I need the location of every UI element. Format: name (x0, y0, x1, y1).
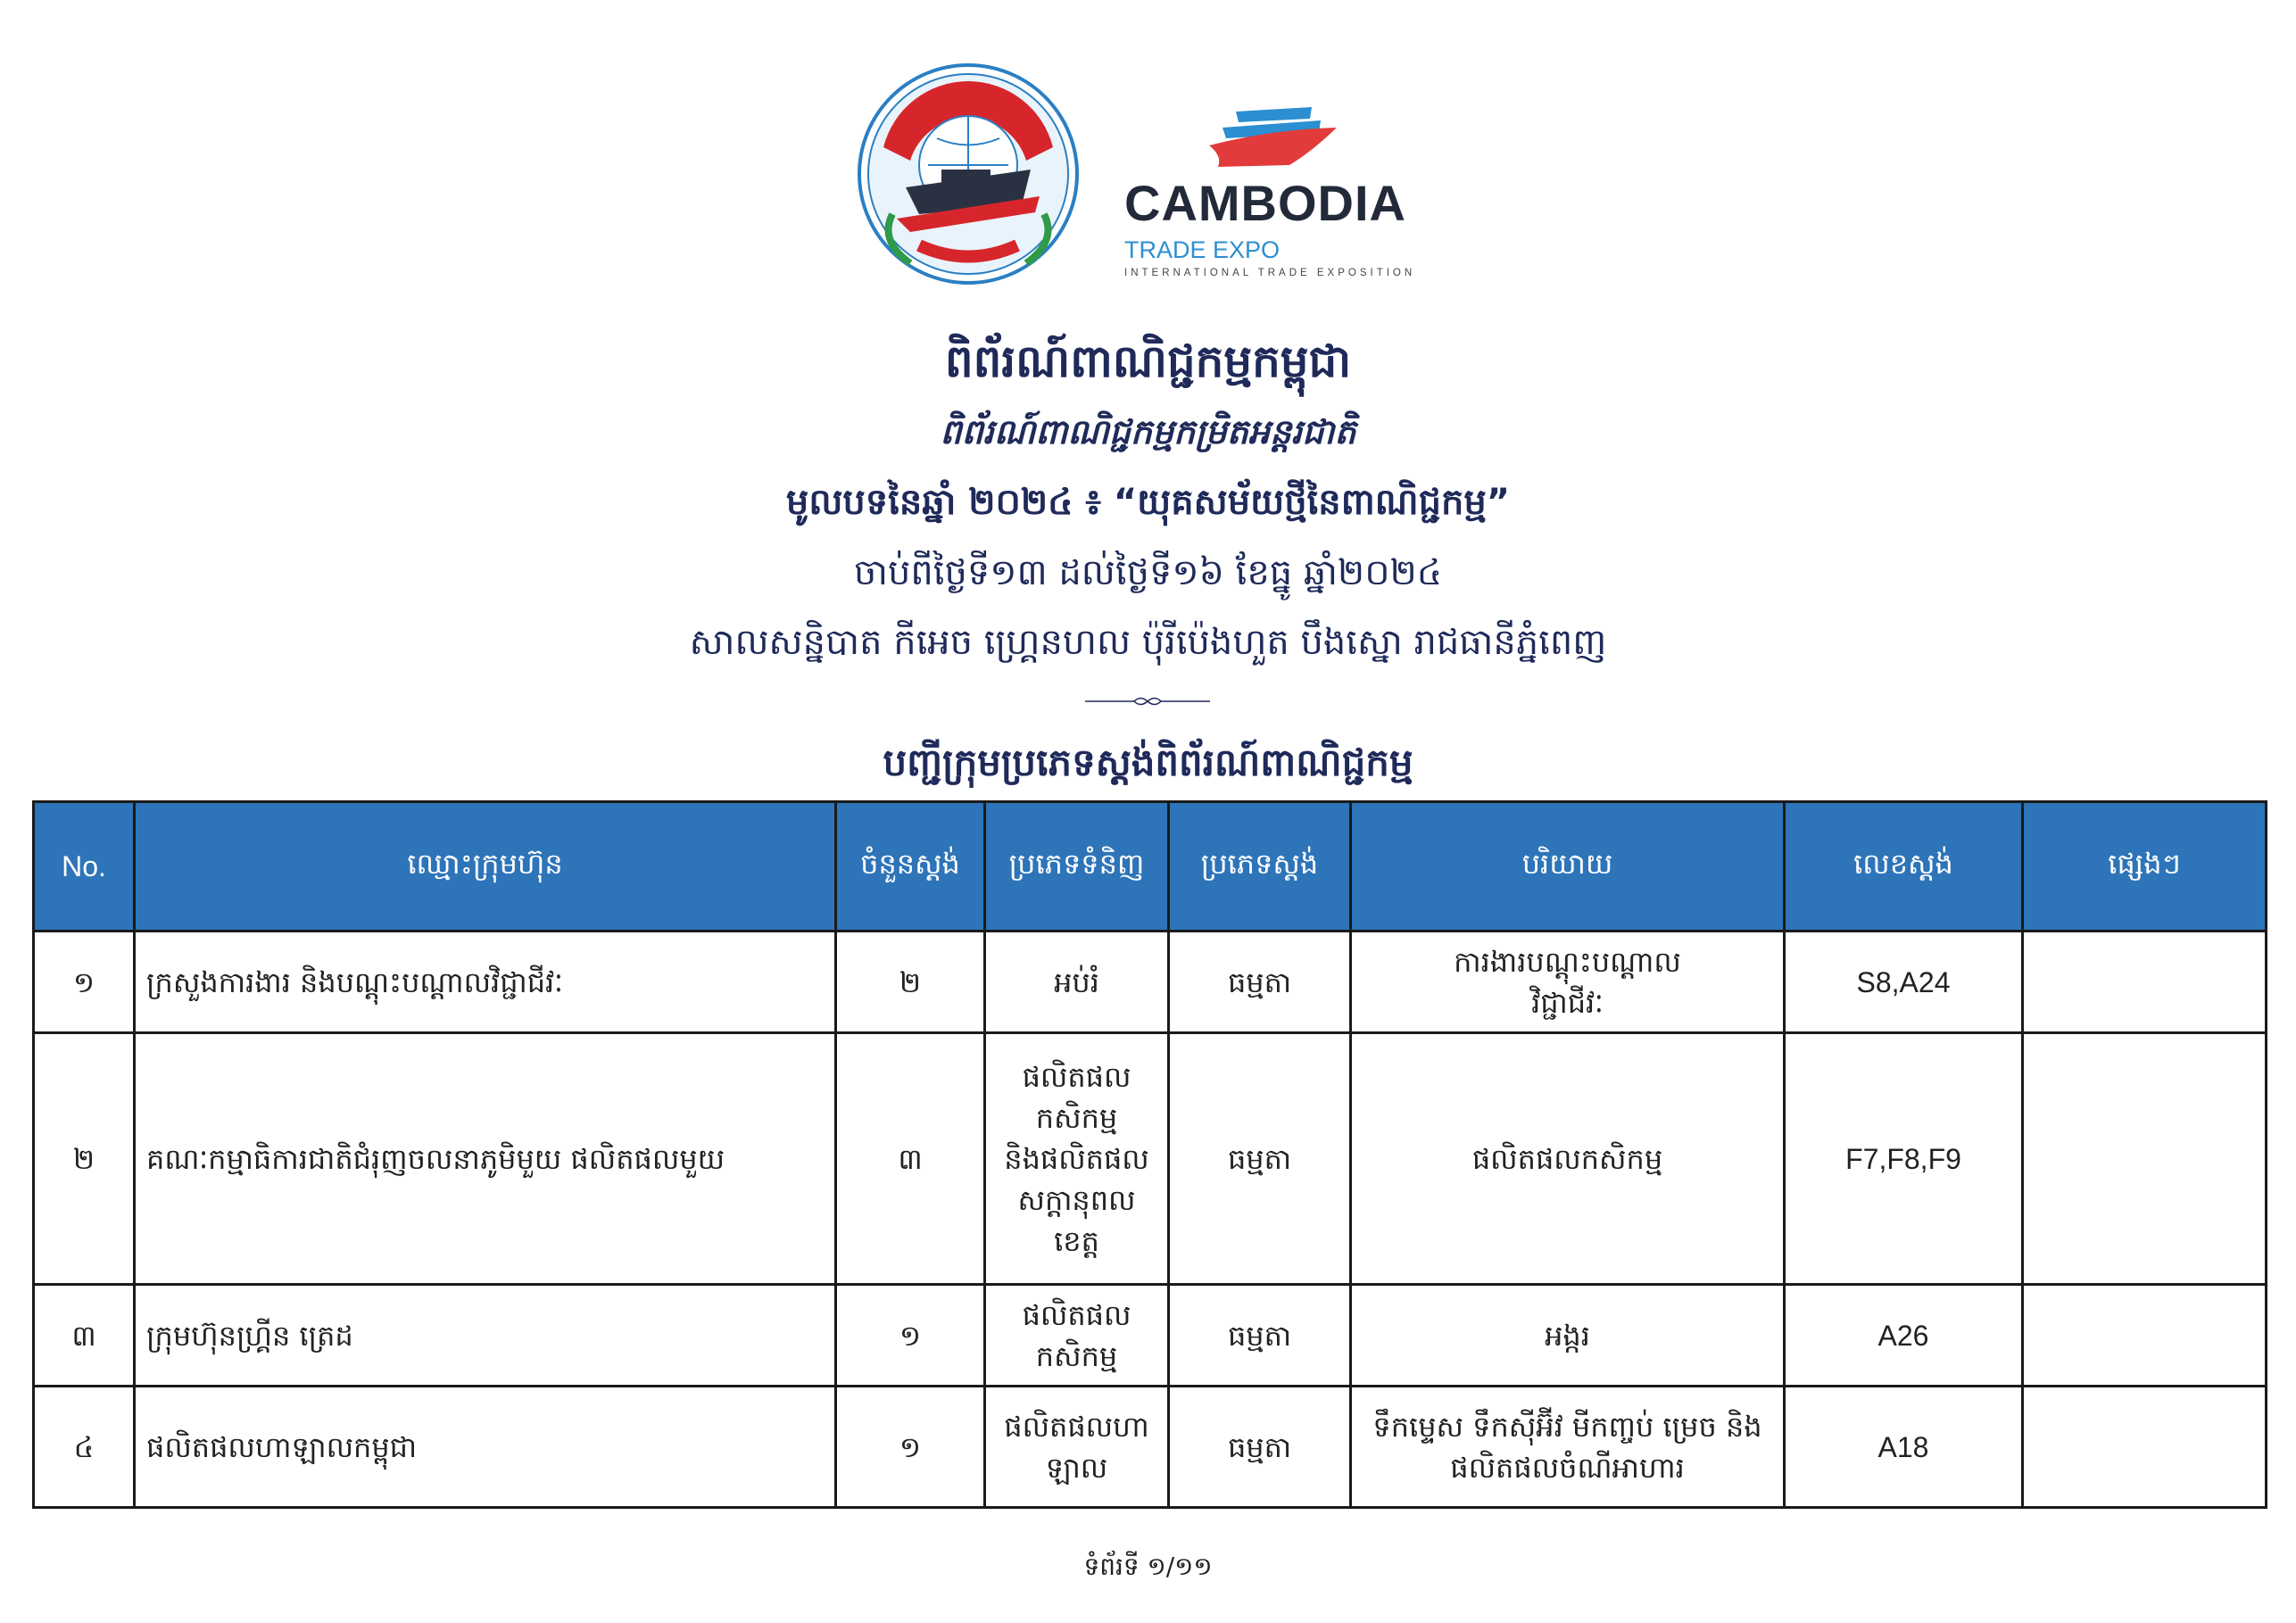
booth-count: ១ (836, 1387, 985, 1508)
document-title: ពិព័រណ៍ពាណិជ្ជកម្មកម្ពុជា (944, 335, 1352, 387)
column-header-booth-number: លេខស្តង់ (1785, 802, 2023, 932)
booth-count: ១ (836, 1285, 985, 1387)
description: ទឹកម្ទេស ទឹកស៊ីអ៊ីវ មីកញ្ចប់ ម្រេច និង ផលិតផលចំណីអាហារ (1351, 1387, 1785, 1508)
booth-type: ធម្មតា (1169, 932, 1351, 1033)
expo-subname: TRADE EXPO (1124, 236, 1281, 263)
document-theme: មូលបទនៃឆ្នាំ ២០២៤ ៖ “យុគសម័យថ្មីនៃពាណិជ្ជកម្ម” (785, 482, 1511, 523)
goods-type: ផលិតផល កសិកម្ម និងផលិតផល សក្តានុពល ខេត្ត (985, 1033, 1169, 1285)
row-number: ១ (34, 932, 135, 1033)
exhibitor-table (32, 800, 2267, 1509)
column-header-description: បរិយាយ (1351, 802, 1785, 932)
other-note (2023, 1033, 2267, 1285)
other-note (2023, 932, 2267, 1033)
event-dates: ចាប់ពីថ្ងៃទី១៣ ដល់ថ្ងៃទី១៦ ខែធ្នូ ឆ្នាំ២០២៤ (853, 552, 1443, 593)
expo-tagline: INTERNATIONAL TRADE EXPOSITION (1124, 268, 1416, 278)
ornament-divider-icon (1085, 694, 1210, 708)
booth-type: ធម្មតា (1169, 1285, 1351, 1387)
description: ផលិតផលកសិកម្ម (1351, 1033, 1785, 1285)
event-venue: សាលសន្និបាត កីអេច ហ្គ្រេនហល ប៉ុរីប៉េងហួត បឹងស្នោ រាជធានីភ្នំពេញ (689, 622, 1607, 663)
description: អង្ករ (1351, 1285, 1785, 1387)
list-title: បញ្ជីក្រុមប្រភេទស្តង់ពិព័រណ៍ពាណិជ្ជកម្ម (883, 741, 1413, 784)
company-name: ក្រសួងការងារ និងបណ្តុះបណ្តាលវិជ្ជាជីវៈ (135, 932, 836, 1033)
column-header-no: No. (34, 802, 135, 932)
table-row (34, 1285, 2267, 1387)
booth-number: A26 (1785, 1285, 2023, 1387)
column-header-other: ផ្សេងៗ (2023, 802, 2267, 932)
row-number: ៣ (34, 1285, 135, 1387)
cambodia-trade-expo-logo (1120, 103, 1416, 290)
ministry-of-commerce-seal-icon (857, 62, 1080, 286)
column-header-booth-count: ចំនួនស្តង់ (836, 802, 985, 932)
company-name: គណៈកម្មាធិការជាតិជំរុញចលនាភូមិមួយ ផលិតផលមួយ (135, 1033, 836, 1285)
table-row (34, 1387, 2267, 1508)
company-name: ក្រុមហ៊ុនហ្គ្រីន ត្រេដ (135, 1285, 836, 1387)
column-header-goods-type: ប្រភេទទំនិញ (985, 802, 1169, 932)
other-note (2023, 1387, 2267, 1508)
goods-type: ផលិតផល កសិកម្ម (985, 1285, 1169, 1387)
row-number: ២ (34, 1033, 135, 1285)
other-note (2023, 1285, 2267, 1387)
goods-type: ផលិតផលហា ឡាល (985, 1387, 1169, 1508)
booth-number: S8,A24 (1785, 932, 2023, 1033)
document-header (0, 326, 2296, 677)
goods-type: អប់រំ (985, 932, 1169, 1033)
logo-area (0, 54, 2296, 303)
table-row (34, 1033, 2267, 1285)
booth-type: ធម្មតា (1169, 1387, 1351, 1508)
booth-count: ៣ (836, 1033, 985, 1285)
column-header-booth-type: ប្រភេទស្តង់ (1169, 802, 1351, 932)
booth-number: A18 (1785, 1387, 2023, 1508)
booth-number: F7,F8,F9 (1785, 1033, 2023, 1285)
page-number: ទំព័រទី ១/១១ (1083, 1552, 1213, 1581)
table-row (34, 932, 2267, 1033)
ship-icon (1205, 103, 1339, 170)
booth-type: ធម្មតា (1169, 1033, 1351, 1285)
expo-name: CAMBODIA (1124, 175, 1406, 231)
table-header-row (34, 802, 2267, 932)
document-subtitle: ពិព័រណ៍ពាណិជ្ជកម្មកម្រិតអន្តរជាតិ (940, 412, 1356, 451)
column-header-company: ឈ្មោះក្រុមហ៊ុន (135, 802, 836, 932)
company-name: ផលិតផលហាឡាលកម្ពុជា (135, 1387, 836, 1508)
description: ការងារបណ្តុះបណ្តាល វិជ្ជាជីវៈ (1351, 932, 1785, 1033)
row-number: ៤ (34, 1387, 135, 1508)
booth-count: ២ (836, 932, 985, 1033)
